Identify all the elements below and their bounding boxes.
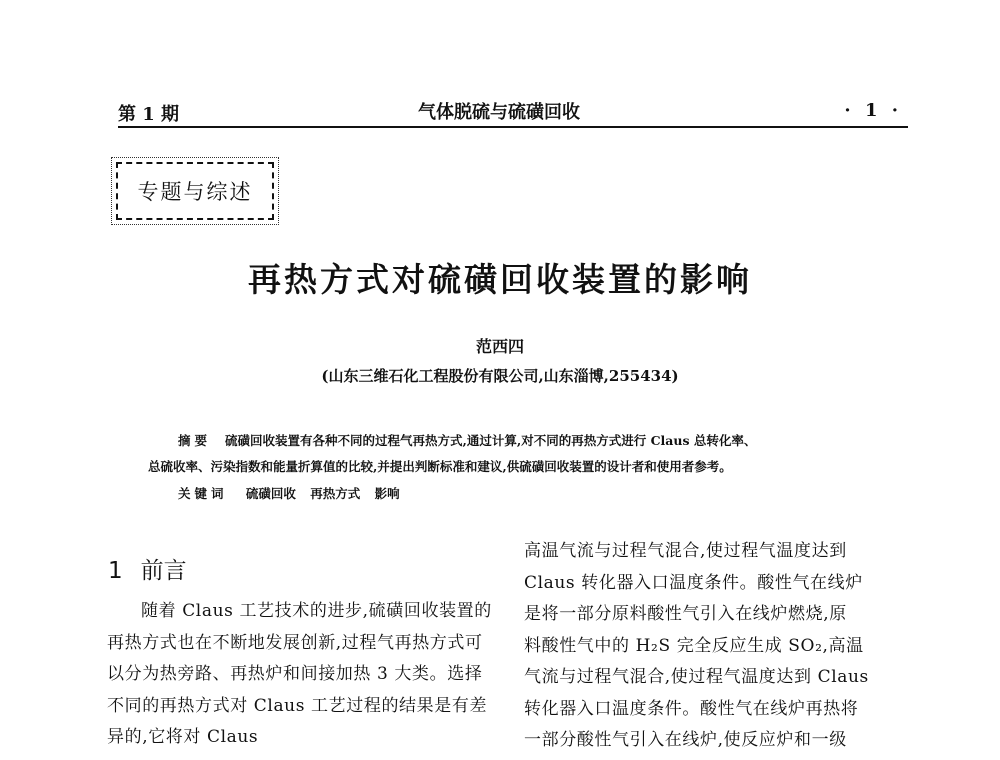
abstract-text-1: 硫磺回收装置有各种不同的过程气再热方式,通过计算,对不同的再热方式进行 Claus 总转化率、 [225,433,757,448]
right-line: 气流与过程气混合,使过程气温度达到 Claus [524,667,869,687]
author-name: 范西四 [475,337,524,356]
running-header [118,92,908,128]
right-line: 高温气流与过程气混合,使过程气温度达到 [524,541,847,561]
section-number: 1 [108,558,123,584]
author-affiliation: (山东三维石化工程股份有限公司,山东淄博,255434) [321,367,679,385]
right-line: 是将一部分原料酸性气引入在线炉燃烧,原 [524,604,847,624]
header-rule [118,126,908,128]
right-column [524,536,906,757]
left-column [107,596,499,754]
abstract-line-1 [148,428,888,454]
abstract-label: 摘要 [178,433,212,448]
keywords-label: 关键词 [178,486,228,501]
keyword: 硫磺回收 [245,486,296,501]
section-heading [108,552,187,585]
right-line: 料酸性气中的 H₂S 完全反应生成 SO₂,高温 [524,635,864,656]
keyword: 再热方式 [310,486,361,501]
column-badge: 专题与综述 [116,162,274,220]
keyword: 影响 [374,486,400,501]
article-title: 再热方式对硫磺回收装置的影响 [248,260,752,299]
abstract-line-2: 总硫收率、污染指数和能量折算值的比较,并提出判断标准和建议,供硫磺回收装置的设计者和使用者参考。 [148,459,732,474]
journal-name: 气体脱硫与硫磺回收 [418,102,580,123]
left-paragraph: 随着 Claus 工艺技术的进步,硫磺回收装置的再热方式也在不断地发展创新,过程气再热方式可以分为热旁路、再热炉和间接加热 3 大类。选择不同的再热方式对 Claus 工艺过程的结果是有差异的,它将对 Claus [107,601,492,747]
keywords [178,484,410,502]
right-line: Claus 转化器入口温度条件。酸性气在线炉 [524,572,863,593]
page-number: · 1 · [844,100,902,121]
issue-number: 第 1 期 [118,104,180,125]
abstract [148,428,888,480]
right-line: 转化器入口温度条件。酸性气在线炉再热将 [524,698,859,719]
section-title: 前言 [140,558,187,584]
right-line: 一部分酸性气引入在线炉,使反应炉和一级 [524,730,847,750]
